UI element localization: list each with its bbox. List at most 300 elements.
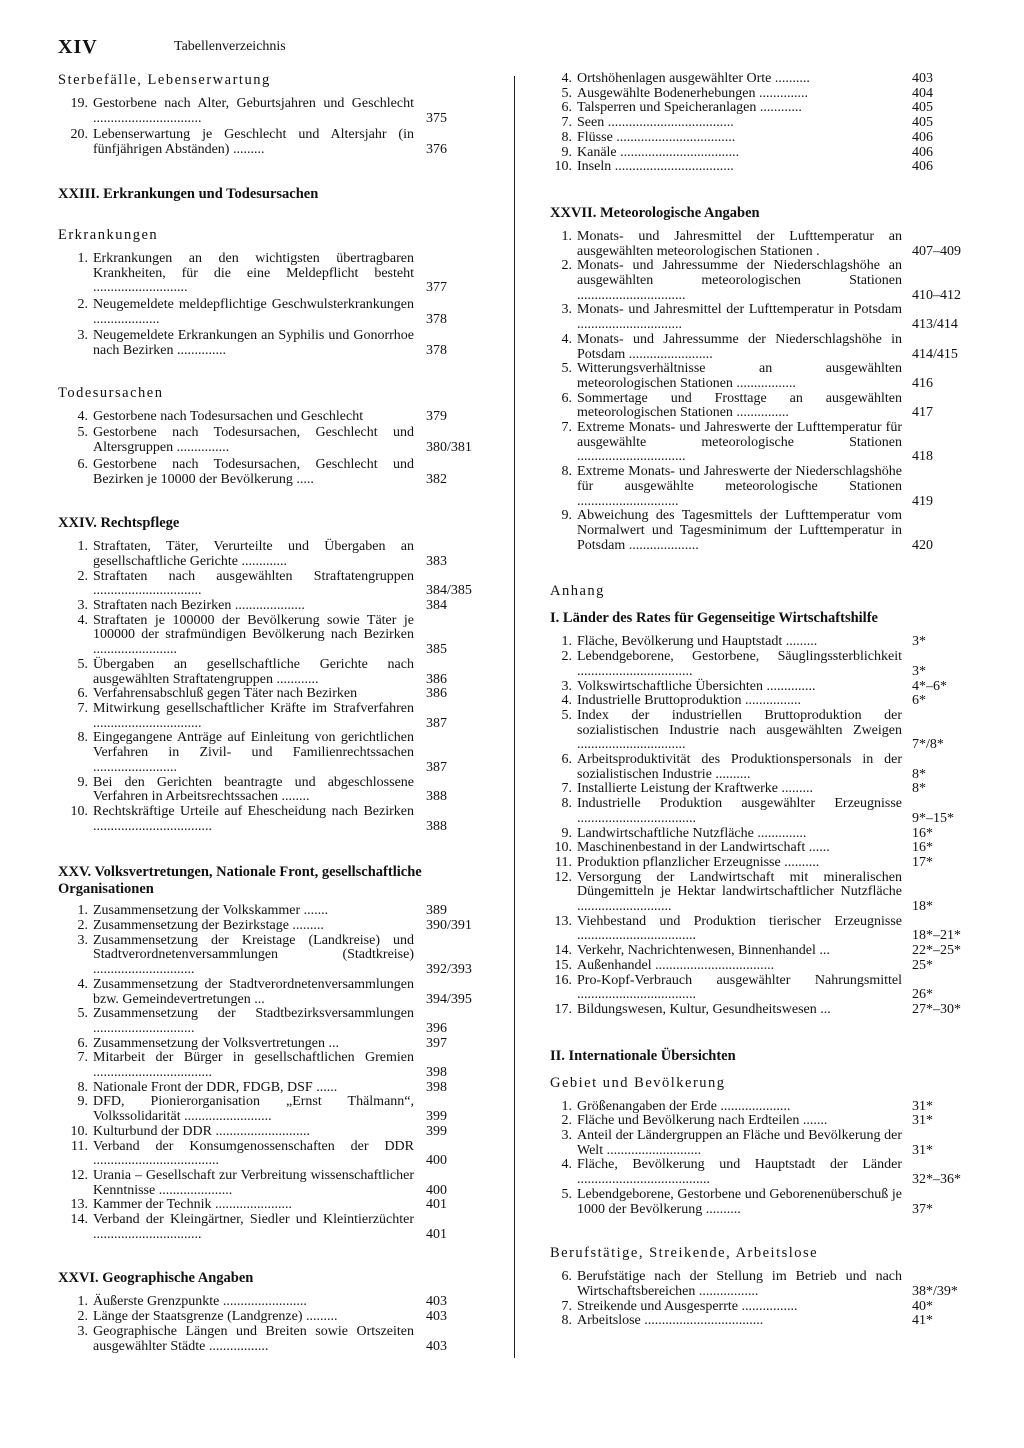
toc-entry [58,904,488,919]
section-heading: XXV. Volksvertretungen, Nationale Front, gesellschaftliche Organisationen [58,864,422,898]
entry-page: 389 [426,903,447,919]
entry-page: 398 [426,1079,447,1095]
entry-page: 388 [426,789,447,805]
entry-number: 16. [554,972,572,988]
subsection-heading: Gebiet und Bevölkerung [550,1074,726,1091]
entry-number: 8. [77,1079,88,1095]
entry-number: 2. [561,649,572,665]
entry-number: 5. [561,1186,572,1202]
entry-title: Industrielle Bruttoproduktion ................ [577,693,801,709]
entry-number: 1. [561,1098,572,1114]
entry-page: 420 [912,537,933,553]
entry-page: 18* [912,899,933,915]
entry-number: 3. [561,678,572,694]
entry-title: Streikende und Ausgesperrte ................ [577,1298,798,1314]
entry-number: 2. [77,918,88,934]
section-heading: XXVII. Meteorologische Angaben [550,204,760,221]
entry-title: DFD, Pionierorganisation „Ernst Thälmann“, Volkssolidarität ......................... [93,1094,414,1125]
toc-entry [58,1213,488,1242]
entry-number: 6. [561,1269,572,1285]
entry-page: 380/381 [426,440,472,456]
entry-number: 4. [77,612,88,628]
entry-page: 41* [912,1313,933,1329]
entry-title: Rechtskräftige Urteile auf Ehescheidung nach Bezirken .................................. [93,803,414,834]
entry-number: 10. [70,1123,88,1139]
entry-title: Ortshöhenlagen ausgewählter Orte .......... [577,71,810,86]
entry-page: 386 [426,686,447,702]
toc-entry [58,410,488,425]
entry-title: Geographische Längen und Breiten sowie Ortszeiten ausgewählter Städte ................. [93,1323,414,1354]
entry-page: 388 [426,818,447,834]
entry-number: 1. [77,250,88,266]
entry-page: 405 [912,115,933,131]
entry-number: 8. [561,129,572,145]
entry-page: 378 [426,311,447,327]
entry-number: 7. [561,115,572,131]
entry-page: 3* [912,663,926,679]
entry-number: 13. [70,1197,88,1213]
entry-page: 399 [426,1109,447,1125]
entry-title: Eingegangene Anträge auf Einleitung von gerichtlichen Verfahren in Zivil- und Familienrechtssachen ........................ [93,730,414,775]
toc-entry [550,650,994,679]
entry-number: 7. [561,781,572,797]
entry-number: 10. [554,159,572,175]
entry-page: 37* [912,1201,933,1217]
entry-number: 1. [77,903,88,919]
entry-title: Seen .................................... [577,115,734,131]
entry-title: Pro-Kopf-Verbrauch ausgewählter Nahrungsmittel .................................. [577,972,902,1003]
entry-number: 5. [561,361,572,377]
entry-title: Monats- und Jahresmittel der Lufttemperatur in Potsdam .............................. [577,302,902,333]
toc-entry [58,805,488,834]
entry-title: Sommertage und Frosttage an ausgewählten meteorologischen Stationen ............... [577,390,902,421]
toc-entry [58,1007,488,1036]
entry-number: 6. [561,390,572,406]
subsection-heading: Sterbefälle, Lebenserwartung [58,72,271,88]
entry-number: 14. [70,1212,88,1228]
entry-number: 10. [554,840,572,856]
entry-page: 25* [912,957,933,973]
entry-title: Fläche, Bevölkerung und Hauptstadt ......... [577,634,818,650]
entry-page: 406 [912,129,933,145]
entry-number: 6. [77,686,88,702]
entry-page: 26* [912,987,933,1003]
toc-entry [550,146,994,161]
entry-page: 18*–21* [912,928,961,944]
entry-title: Ausgewählte Bodenerhebungen .............. [577,85,808,101]
entry-page: 3* [912,634,926,650]
entry-page: 31* [912,1142,933,1158]
entry-number: 8. [77,730,88,746]
subsection-heading: Anhang [550,583,605,600]
entry-title: Gestorbene nach Todesursachen, Geschlecht und Bezirken je 10000 der Bevölkerung ..... [93,456,414,487]
entry-title: Außenhandel .................................. [577,957,775,973]
entry-page: 27*–30* [912,1001,961,1017]
toc-entry [58,540,488,569]
section-heading: II. Internationale Übersichten [550,1047,736,1064]
entry-title: Monats- und Jahresmittel der Lufttemperatur an ausgewählten meteorologischen Stationen . [577,228,902,259]
entry-title: Lebenserwartung je Geschlecht und Altersjahr (in fünfjährigen Abständen) ......... [93,127,414,158]
toc-entry [550,782,994,797]
entry-title: Inseln .................................. [577,159,734,175]
toc-entry [58,298,488,327]
toc-entry [58,1310,488,1325]
toc-entry [58,1037,488,1052]
entry-title: Verband der Kleingärtner, Siedler und Kleintierzüchter ............................... [93,1212,414,1242]
toc-entry [550,1129,994,1158]
entry-page: 31* [912,1098,933,1114]
entry-title: Nationale Front der DDR, FDGB, DSF ...... [93,1079,338,1095]
entry-title: Anteil der Ländergruppen an Fläche und Bevölkerung der Welt ........................... [577,1128,902,1158]
entry-page: 38*/39* [912,1284,958,1299]
toc-entry [550,1100,994,1115]
entry-page: 40* [912,1298,933,1314]
entry-number: 2. [561,1113,572,1129]
toc-entry [58,934,488,978]
entry-number: 6. [77,456,88,472]
toc-entry [58,731,488,775]
toc-entry [550,694,994,709]
toc-entry [58,776,488,805]
entry-number: 8. [561,1313,572,1329]
entry-title: Straftaten nach ausgewählten Straftatengruppen ............................... [93,568,414,599]
page-header [58,36,998,58]
toc-entry [550,915,994,944]
toc-entry [550,1003,994,1018]
toc-entry [550,259,994,303]
entry-title: Extreme Monats- und Jahreswerte der Lufttemperatur für ausgewählte meteorologische Stationen ............................... [577,420,902,465]
toc-entry [550,131,994,146]
toc-entry [58,1125,488,1140]
entry-number: 5. [561,707,572,723]
entry-title: Produktion pflanzlicher Erzeugnisse .......... [577,854,820,870]
entry-number: 11. [555,854,572,870]
entry-number: 8. [561,464,572,480]
entry-title: Kammer der Technik ...................... [93,1197,292,1213]
entry-number: 8. [561,796,572,812]
entry-page: 378 [426,343,447,359]
entry-number: 3. [561,302,572,318]
entry-number: 4. [561,71,572,86]
entry-page: 407–409 [912,243,961,259]
entry-page: 403 [426,1338,447,1354]
entry-page: 377 [426,280,447,296]
entry-number: 19. [70,96,88,111]
entry-page: 400 [426,1153,447,1169]
entry-title: Straftaten nach Bezirken .................... [93,598,305,614]
toc-entry [58,658,488,687]
entry-number: 11. [71,1138,88,1154]
subsection-heading: Berufstätige, Streikende, Arbeitslose [550,1245,819,1262]
entry-page: 32*–36* [912,1172,961,1188]
entry-title: Kanäle .................................. [577,144,740,160]
entry-title: Mitwirkung gesellschaftlicher Kräfte im Strafverfahren ............................... [93,700,414,731]
toc-entry [550,944,994,959]
entry-title: Urania – Gesellschaft zur Verbreitung wissenschaftlicher Kenntnisse ..................... [93,1167,414,1198]
entry-page: 413/414 [912,317,958,333]
entry-title: Zusammensetzung der Stadtbezirksversammlungen ............................. [93,1006,414,1036]
entry-page: 387 [426,759,447,775]
entry-title: Straftaten je 100000 der Bevölkerung sowie Täter je 100000 der strafmündigen Bevölkerung nach Bezirken ........................ [93,612,414,658]
entry-number: 15. [554,957,572,973]
entry-number: 9. [561,825,572,841]
entry-title: Fläche und Bevölkerung nach Erdteilen ....... [577,1113,828,1129]
section-heading: I. Länder des Rates für Gegenseitige Wirtschaftshilfe [550,610,878,627]
entry-page: 7*/8* [912,737,944,753]
toc-entry [550,709,994,753]
toc-entry [550,1158,994,1187]
toc-entry [58,458,488,487]
entry-number: 5. [77,656,88,672]
entry-page: 417 [912,405,933,421]
toc-entry [58,687,488,702]
entry-title: Landwirtschaftliche Nutzfläche .............. [577,825,807,841]
entry-title: Gestorbene nach Todesursachen und Geschlecht [93,408,364,424]
entry-number: 3. [77,598,88,614]
toc-entry [550,974,994,1003]
entry-page: 16* [912,825,933,841]
column-divider [514,76,515,1358]
toc-entry [58,329,488,358]
entry-number: 2. [77,568,88,584]
toc-entry [58,426,488,455]
left-column [58,72,488,1354]
entry-page: 6* [912,693,926,709]
toc-entry [58,919,488,934]
toc-entry [550,421,994,465]
entry-page: 8* [912,781,926,797]
entry-number: 2. [77,1309,88,1325]
entry-page: 387 [426,715,447,731]
entry-title: Index der industriellen Bruttoproduktion der sozialistischen Industrie nach ausgewählten Zweigen ............................... [577,707,902,753]
toc-entry [550,827,994,842]
entry-number: 4. [561,331,572,347]
entry-title: Volkswirtschaftliche Übersichten .............. [577,678,816,694]
entry-page: 8* [912,766,926,782]
entry-title: Gestorbene nach Alter, Geburtsjahren und Geschlecht ............................... [93,96,414,126]
entry-page: 405 [912,100,933,116]
toc-entry [550,72,994,87]
entry-page: 386 [426,671,447,687]
entry-number: 3. [77,328,88,344]
toc-entry [550,959,994,974]
entry-number: 17. [554,1001,572,1017]
entry-page: 398 [426,1065,447,1081]
toc-entry [58,1198,488,1213]
entry-number: 12. [70,1167,88,1183]
entry-page: 392/393 [426,962,472,978]
entry-title: Äußerste Grenzpunkte ........................ [93,1294,307,1310]
entry-number: 4. [561,693,572,709]
entry-page: 404 [912,85,933,101]
entry-title: Mitarbeit der Bürger in gesellschaftlichen Gremien .................................. [93,1050,414,1081]
entry-number: 13. [554,913,572,929]
entry-page: 384/385 [426,583,472,599]
toc-entry [550,635,994,650]
entry-page: 419 [912,493,933,509]
toc-entry [550,303,994,332]
entry-page: 376 [426,142,447,158]
entry-title: Länge der Staatsgrenze (Landgrenze) ......... [93,1309,338,1325]
entry-page: 403 [426,1309,447,1325]
toc-entry [550,1314,994,1329]
entry-title: Gestorbene nach Todesursachen, Geschlecht und Altersgruppen ............... [93,425,414,456]
entry-page: 401 [426,1197,447,1213]
entry-page: 385 [426,642,447,658]
toc-entry [58,614,488,658]
entry-title: Bei den Gerichten beantragte und abgeschlossene Verfahren in Arbeitsrechtssachen ........ [93,774,414,805]
toc-entry [58,1325,488,1354]
entry-title: Zusammensetzung der Bezirkstage ......... [93,918,324,934]
entry-page: 403 [912,71,933,86]
entry-number: 10. [70,803,88,819]
entry-number: 14. [554,943,572,959]
entry-number: 7. [77,1050,88,1066]
entry-title: Industrielle Produktion ausgewählter Erzeugnisse .................................. [577,796,902,826]
entry-page: 31* [912,1113,933,1129]
entry-page: 375 [426,110,447,126]
entry-page: 394/395 [426,991,472,1007]
entry-page: 416 [912,375,933,391]
toc-entry [550,680,994,695]
entry-title: Installierte Leistung der Kraftwerke ......... [577,781,813,797]
entry-title: Kulturbund der DDR ........................... [93,1123,310,1139]
toc-entry [550,841,994,856]
page-title: Tabellenverzeichnis [174,39,286,54]
toc-entry [550,797,994,826]
entry-page: 418 [912,449,933,465]
entry-page: 379 [426,408,447,424]
entry-title: Erkrankungen an den wichtigsten übertragbaren Krankheiten, für die eine Meldepflicht besteht ........................... [93,250,414,296]
entry-page: 16* [912,840,933,856]
entry-number: 4. [77,976,88,992]
toc-entry [550,856,994,871]
entry-title: Lebendgeborene, Gestorbene und Geborenenüberschuß je 1000 der Bevölkerung .......... [577,1186,902,1217]
entry-number: 6. [561,100,572,116]
toc-entry [58,570,488,599]
entry-number: 2. [561,258,572,274]
toc-entry [550,160,994,175]
toc-entry [550,333,994,362]
entry-title: Abweichung des Tagesmittels der Lufttemperatur vom Normalwert und Tagesminimum der Lufttemperatur in Potsdam .................... [577,508,902,553]
entry-page: 403 [426,1294,447,1310]
toc-entry [58,1169,488,1198]
entry-page: 399 [426,1123,447,1139]
entry-number: 1. [77,1294,88,1310]
toc-entry [550,465,994,509]
entry-title: Straftaten, Täter, Verurteilte und Übergaben an gesellschaftliche Gerichte ............. [93,539,414,569]
entry-number: 3. [77,932,88,948]
entry-number: 9. [77,774,88,790]
toc-entry [550,392,994,421]
entry-title: Monats- und Jahressumme der Niederschlagshöhe an ausgewählten meteorologischen Stationen ............................... [577,258,902,303]
entry-number: 4. [77,408,88,424]
entry-number: 20. [70,127,88,143]
toc-entry [58,252,488,296]
toc-entry [58,128,488,157]
entry-title: Übergaben an gesellschaftliche Gerichte nach ausgewählten Straftatengruppen ............ [93,656,414,687]
toc-entry [550,1270,994,1299]
entry-title: Talsperren und Speicheranlagen ............ [577,100,802,116]
entry-page: 410–412 [912,287,961,303]
entry-page: 401 [426,1226,447,1242]
toc-entry [550,753,994,782]
toc-entry [58,1081,488,1096]
entry-title: Versorgung der Landwirtschaft mit mineralischen Düngemitteln je Hektar landwirtschaftlicher Nutzfläche ........................... [577,869,902,915]
toc-entry [58,1295,488,1310]
entry-title: Neugemeldete Erkrankungen an Syphilis und Gonorrhoe nach Bezirken .............. [93,328,414,359]
entry-number: 9. [77,1094,88,1110]
toc-entry [58,702,488,731]
toc-entry [550,362,994,391]
toc-entry [550,509,994,553]
toc-entry [550,230,994,259]
toc-entry [58,1140,488,1169]
entry-page: 400 [426,1182,447,1198]
entry-title: Zusammensetzung der Kreistage (Landkreise) und Stadtverordnetenversammlungen (Stadtkreise) ............................. [93,932,414,978]
toc-entry [550,871,994,915]
entry-title: Fläche, Bevölkerung und Hauptstadt der Länder ...................................... [577,1157,902,1188]
entry-title: Viehbestand und Produktion tierischer Erzeugnisse .................................. [577,913,902,944]
section-heading: XXIII. Erkrankungen und Todesursachen [58,185,319,202]
entry-title: Zusammensetzung der Volksvertretungen ... [93,1035,339,1051]
entry-number: 5. [77,425,88,441]
entry-number: 3. [77,1323,88,1339]
entry-number: 5. [77,1006,88,1022]
toc-entry [58,1095,488,1124]
entry-page: 383 [426,553,447,569]
entry-title: Verband der Konsumgenossenschaften der DDR .................................... [93,1138,414,1169]
section-heading: XXVI. Geographische Angaben [58,1270,254,1287]
entry-title: Bildungswesen, Kultur, Gesundheitswesen ... [577,1001,831,1017]
entry-page: 414/415 [912,346,958,362]
toc-entry [550,1188,994,1217]
toc-entry [58,97,488,126]
entry-number: 4. [561,1157,572,1173]
entry-title: Lebendgeborene, Gestorbene, Säuglingssterblichkeit ................................. [577,649,902,679]
right-column [550,72,994,1329]
entry-number: 1. [77,539,88,555]
entry-number: 7. [561,420,572,436]
entry-number: 12. [554,869,572,885]
entry-page: 384 [426,598,447,614]
entry-page: 17* [912,854,933,870]
subsection-heading: Erkrankungen [58,226,159,243]
toc-entry [58,978,488,1007]
entry-number: 1. [561,228,572,244]
entry-title: Zusammensetzung der Stadtverordnetenversammlungen bzw. Gemeindevertretungen ... [93,976,414,1007]
subsection-heading: Todesursachen [58,384,164,401]
entry-number: 6. [77,1035,88,1051]
toc-entry [58,599,488,614]
toc-entry [550,1114,994,1129]
entry-title: Berufstätige nach der Stellung im Betrieb und nach Wirtschaftsbereichen ................. [577,1269,902,1299]
page-number: XIV [58,36,98,58]
entry-number: 1. [561,634,572,650]
entry-title: Zusammensetzung der Volkskammer ....... [93,903,329,919]
entry-title: Arbeitslose .................................. [577,1313,764,1329]
entry-page: 9*–15* [912,810,954,826]
entry-title: Monats- und Jahressumme der Niederschlagshöhe in Potsdam ........................ [577,331,902,362]
entry-page: 406 [912,159,933,175]
entry-title: Verkehr, Nachrichtenwesen, Binnenhandel ... [577,943,830,959]
entry-number: 7. [77,700,88,716]
entry-number: 9. [561,508,572,524]
entry-number: 5. [561,85,572,101]
entry-page: 382 [426,471,447,487]
entry-title: Verfahrensabschluß gegen Täter nach Bezirken [93,686,358,702]
entry-number: 6. [561,752,572,768]
